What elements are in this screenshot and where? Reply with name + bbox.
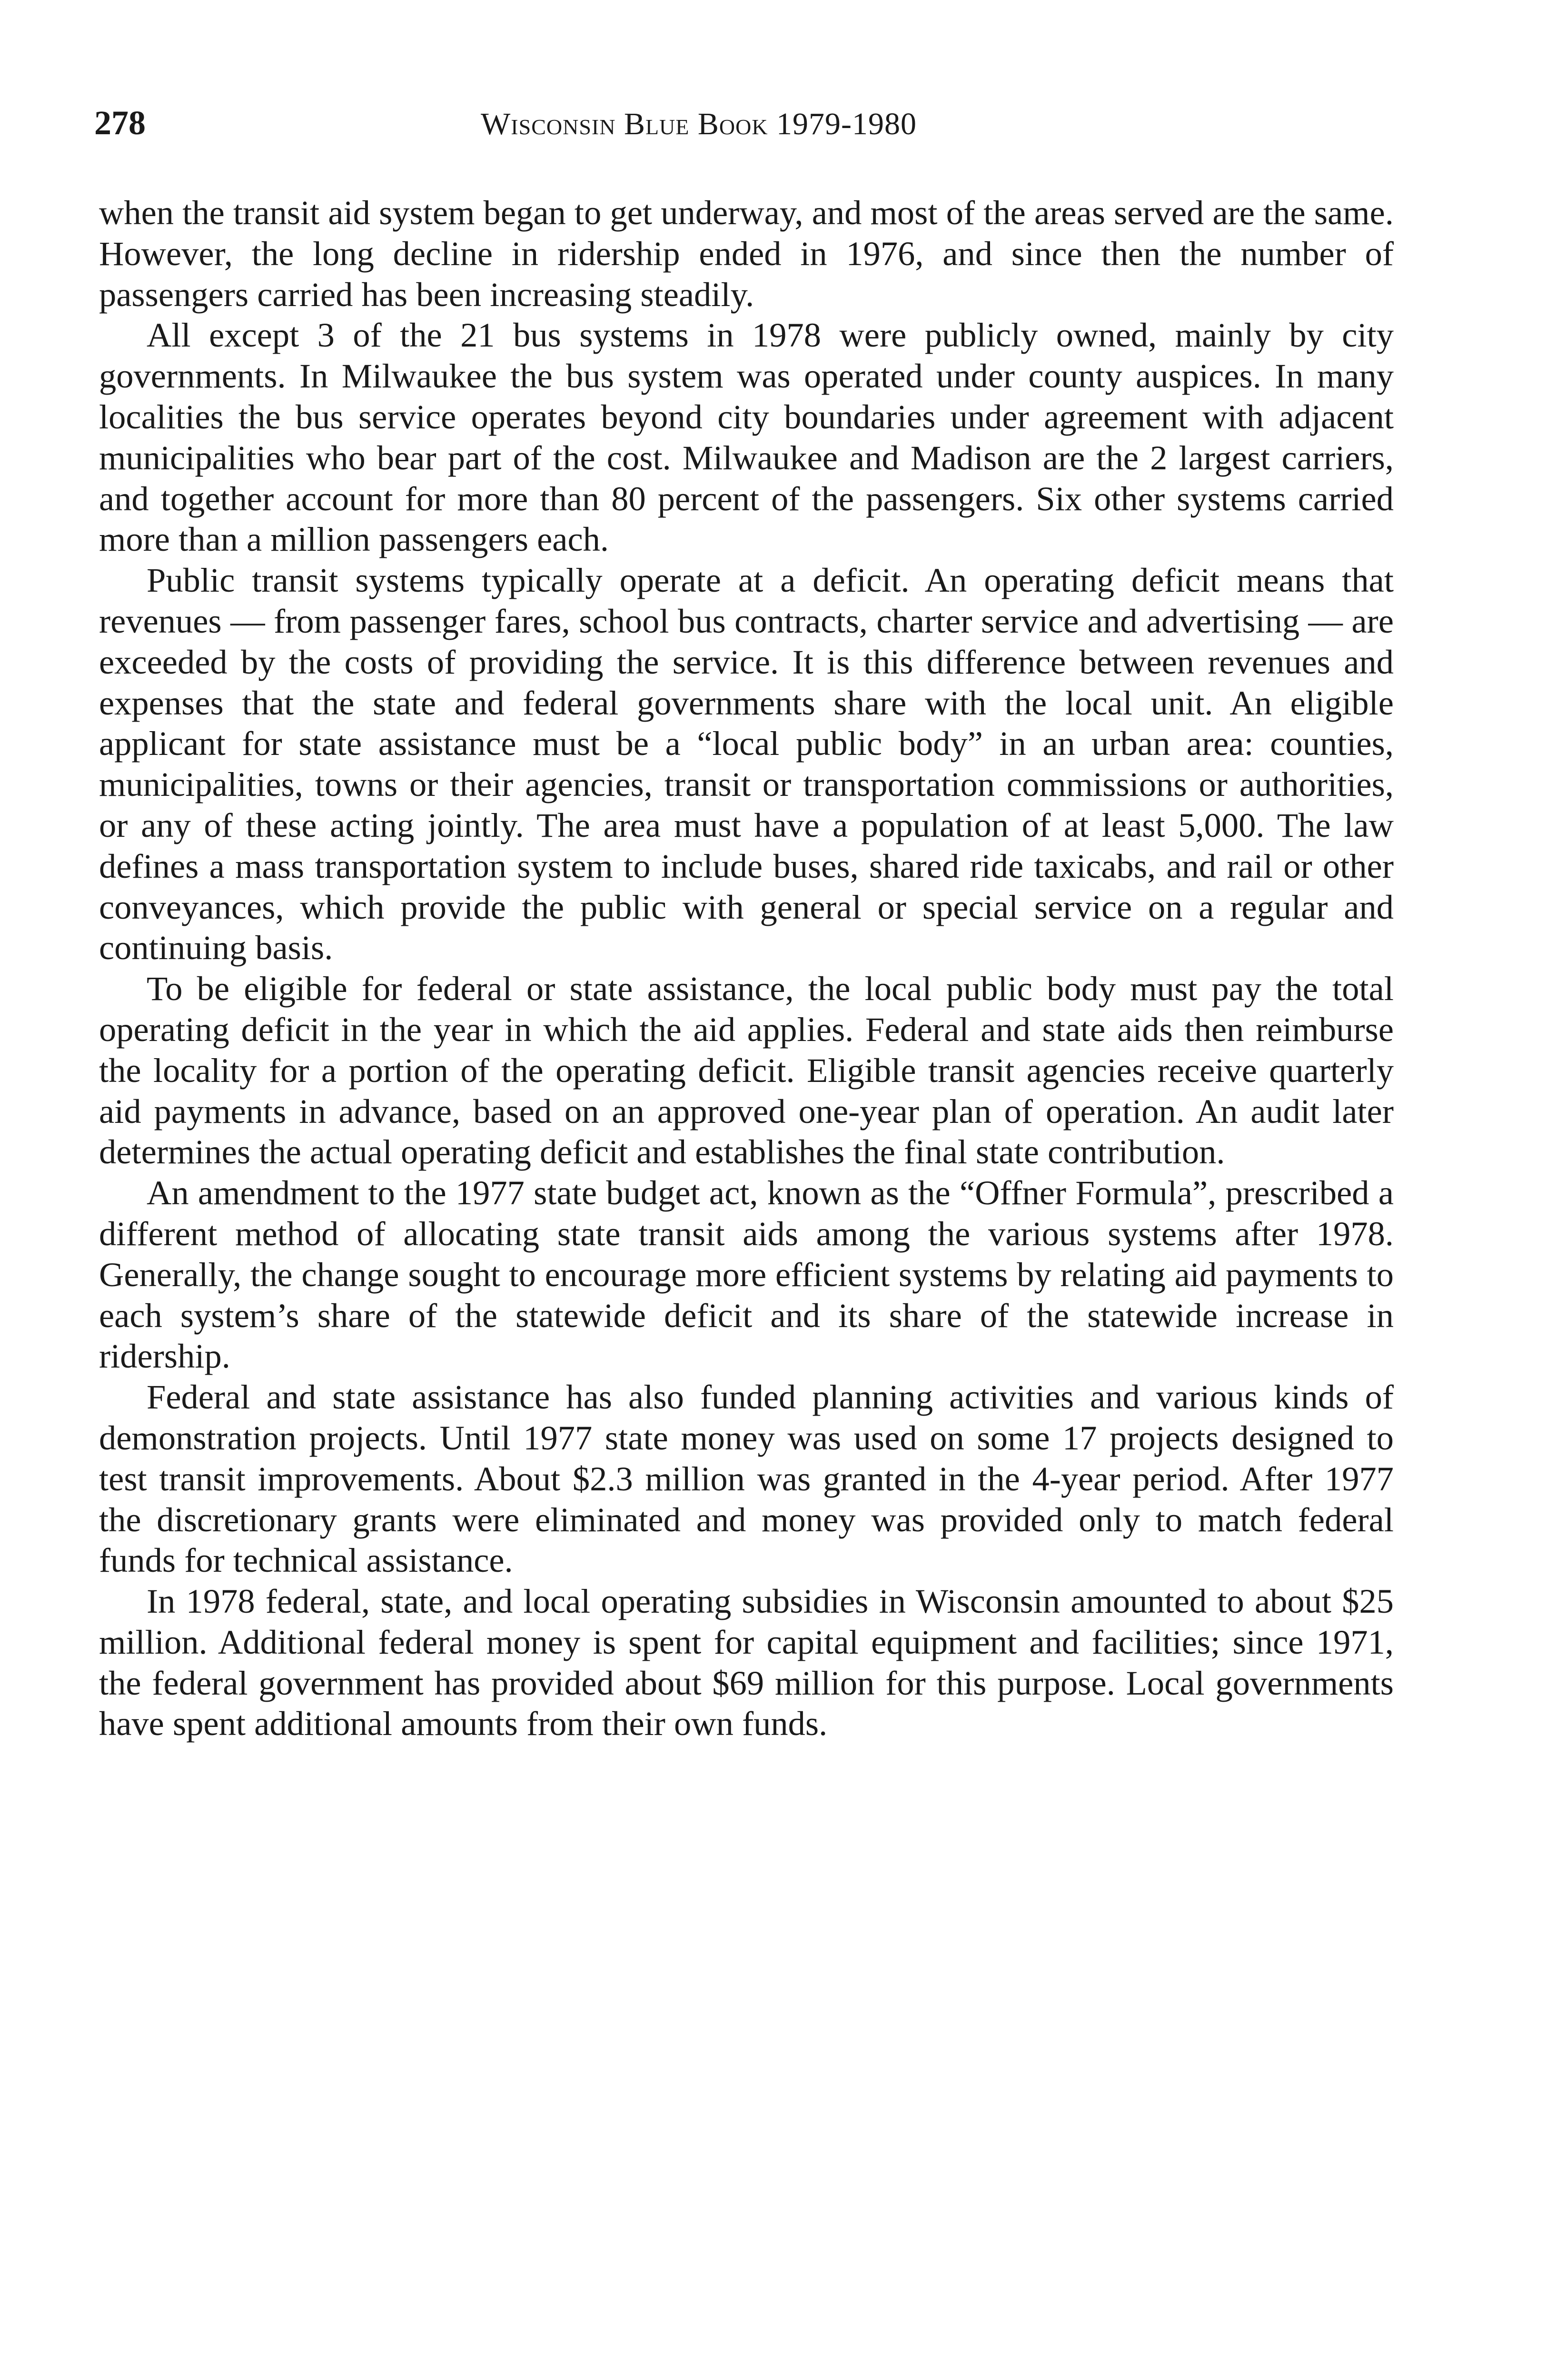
page-number: 278 (94, 104, 146, 142)
article-body (99, 192, 1394, 1744)
paragraph: An amendment to the 1977 state budget act, known as the “Offner Formula”, prescribed a different method of allocating state transit aids among the various systems after 1978. Generally, the change sought to encourage more efficient systems by relating aid payments to each system’s share of the statewide deficit and its share of the statewide increase in ridership. (99, 1173, 1394, 1376)
paragraph: Federal and state assistance has also funded planning activities and various kinds of demonstration projects. Until 1977 state money was used on some 17 projects designed to test transit improvements. About $2.3 million was granted in the 4-year period. After 1977 the discretionary grants were eliminated and money was provided only to match federal funds for technical assistance. (99, 1378, 1394, 1580)
paragraph: All except 3 of the 21 bus systems in 1978 were publicly owned, mainly by city governments. In Milwaukee the bus system was operated under county auspices. In many localities the bus service operates beyond city boundaries under agreement with adjacent municipalities who bear part of the cost. Milwaukee and Madison are the 2 largest carriers, and together account for more than 80 percent of the passengers. Six other systems carried more than a million passengers each. (99, 316, 1394, 559)
paragraph: when the transit aid system began to get underway, and most of the areas served are the same. However, the long decline in ridership ended in 1976, and since then the number of passengers carried has been increasing steadily. (99, 193, 1394, 314)
paragraph: To be eligible for federal or state assistance, the local public body must pay the total operating deficit in the year in which the aid applies. Federal and state aids then reimburse the locality for a portion of the operating deficit. Eligible transit agencies receive quarterly aid payments in advance, based on an approved one-year plan of operation. An audit later determines the actual operating deficit and establishes the final state contribution. (99, 969, 1394, 1171)
paragraph: In 1978 federal, state, and local operating subsidies in Wisconsin amounted to about $25 million. Additional federal money is spent for capital equipment and facilities; since 1971, the federal government has provided about $69 million for this purpose. Local governments have spent additional amounts from their own funds. (99, 1582, 1394, 1743)
paragraph: Public transit systems typically operate at a deficit. An operating deficit means that revenues — from passenger fares, school bus contracts, charter service and advertising — are exceeded by the costs of providing the service. It is this difference between revenues and expenses that the state and federal governments share with the local unit. An eligible applicant for state assistance must be a “local public body” in an urban area: counties, municipalities, towns or their agencies, transit or transportation commissions or authorities, or any of these acting jointly. The area must have a population of at least 5,000. The law defines a mass transportation system to include buses, shared ride taxicabs, and rail or other conveyances, which provide the public with general or special service on a regular and continuing basis. (99, 561, 1394, 967)
running-header: Wisconsin Blue Book 1979-1980 (481, 107, 917, 141)
